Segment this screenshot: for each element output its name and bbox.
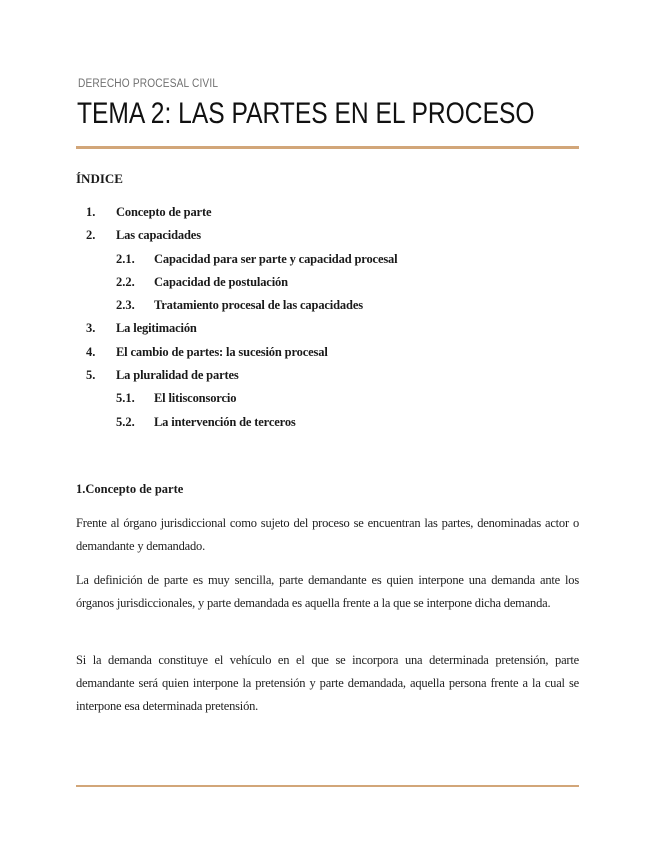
toc-item-number: 4. [86,344,96,359]
toc-item-label: Las capacidades [116,228,201,243]
toc-subitem [0,273,655,296]
toc-subitem [0,389,655,412]
footer-divider [76,785,579,787]
index-heading: ÍNDICE [76,171,123,186]
toc-item-label: Concepto de parte [116,205,212,219]
toc-item [0,366,655,389]
toc-item-number: 5. [86,368,96,383]
toc-subitem [0,296,655,319]
toc-item-label: El litisconsorcio [154,391,237,406]
toc-item-label: Tratamiento procesal de las capacidades [154,298,363,313]
toc-item-label: La intervención de terceros [154,414,296,429]
toc-item [0,319,655,342]
toc-item-number: 1. [86,205,96,219]
toc-item [0,226,655,249]
table-of-contents [0,203,655,436]
toc-subitem [0,250,655,273]
toc-item [0,343,655,366]
body-paragraph: Frente al órgano jurisdiccional como sujeto del proceso se encuentran las partes, denominadas actor o demandante y demandado. [76,516,579,554]
toc-item-number: 3. [86,321,96,336]
section-heading: 1.Concepto de parte [76,482,184,496]
toc-item-label: Capacidad de postulación [154,274,288,289]
toc-item-number: 2.1. [116,251,135,266]
toc-item-label: La legitimación [116,321,197,336]
toc-item-label: La pluralidad de partes [116,368,239,383]
subject-kicker: DERECHO PROCESAL CIVIL [78,78,219,90]
toc-item-label: El cambio de partes: la sucesión procesal [116,344,328,359]
title-divider [76,146,579,149]
toc-item-number: 2. [86,228,96,243]
toc-item-number: 5.2. [116,414,135,429]
toc-item-number: 2.2. [116,274,135,289]
toc-item-number: 2.3. [116,298,135,313]
toc-item [0,203,655,226]
toc-item-label: Capacidad para ser parte y capacidad procesal [154,251,398,266]
body-paragraph: Si la demanda constituye el vehículo en el que se incorpora una determinada pretensión, parte demandante será quien interpone la pretensión y parte demandada, aquella persona frente a la cual se interpone esa determinada pretensión. [76,653,579,714]
body-paragraph: La definición de parte es muy sencilla, parte demandante es quien interpone una demanda ante los órganos jurisdiccionales, y parte demandada es aquella frente a la que se interpone dicha demanda. [76,573,579,611]
toc-item-number: 5.1. [116,391,135,406]
page-title: TEMA 2: LAS PARTES EN EL PROCESO [77,97,535,130]
toc-subitem [0,413,655,436]
